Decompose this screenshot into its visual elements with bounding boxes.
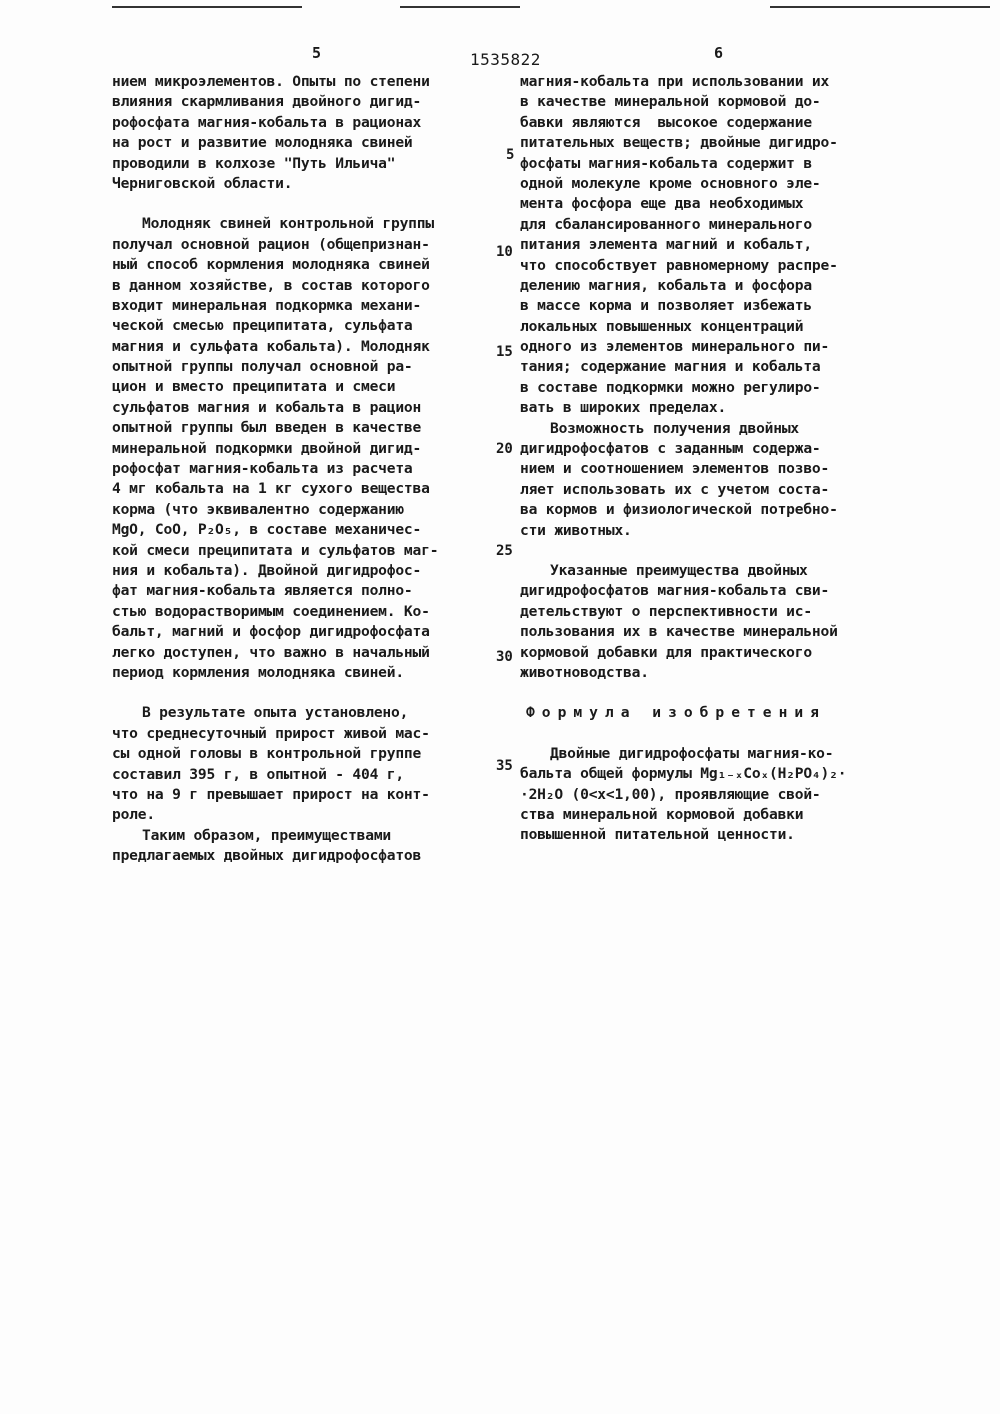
text-line: MgO, CoO, P₂O₅, в составе механичес- — [112, 521, 422, 539]
paragraph-spacer — [112, 683, 498, 703]
text-line: одного из элементов минерального пи- — [520, 338, 830, 356]
patent-number: 1535822 — [470, 50, 541, 69]
text-line: мента фосфора еще два необходимых — [520, 195, 804, 213]
text-line: составил 395 г, в опытной - 404 г, — [112, 765, 404, 783]
text-line: влияния скармливания двойного дигид- — [112, 93, 422, 111]
text-line: проводили в колхозе "Путь Ильича" — [112, 154, 396, 172]
text-line: что на 9 г превышает прирост на конт- — [112, 785, 430, 803]
text-line: стью водорастворимым соединением. Ко- — [112, 602, 430, 620]
text-line: в качестве минеральной кормовой до- — [520, 93, 821, 111]
paragraph-spacer — [112, 194, 498, 214]
text-line: Возможность получения двойных — [550, 419, 799, 437]
text-line: в массе корма и позволяет избежать — [520, 297, 812, 315]
text-line: на рост и развитие молодняка свиней — [112, 134, 413, 152]
text-line: магния-кобальта при использовании их — [520, 73, 830, 90]
section-heading: Формула изобретения — [526, 704, 826, 722]
text-line: пользования их в качестве минеральной — [520, 623, 838, 641]
text-line: сти животных. — [520, 521, 632, 539]
text-line: ния и кобальта). Двойной дигидрофос- — [112, 561, 422, 579]
text-line: Молодняк свиней контрольной группы — [142, 215, 434, 233]
text-line: кой смеси преципитата и сульфатов маг- — [112, 541, 439, 559]
text-line: бальт, магний и фосфор дигидрофосфата — [112, 623, 430, 641]
paragraph-spacer — [520, 683, 910, 703]
text-line: опытной группы получал основной ра- — [112, 358, 413, 376]
text-line: предлагаемых двойных дигидрофосфатов — [112, 847, 422, 865]
text-line: локальных повышенных концентраций — [520, 317, 804, 335]
text-line: в данном хозяйстве, в состав которого — [112, 276, 430, 294]
paragraph-spacer — [520, 541, 910, 561]
page-number-right: 6 — [714, 44, 724, 62]
text-line: одной молекуле кроме основного эле- — [520, 174, 821, 192]
line-number: 30 — [496, 649, 513, 665]
text-line: что способствует равномерному распре- — [520, 256, 838, 274]
line-number: 20 — [496, 441, 513, 457]
text-line: 4 мг кобальта на 1 кг сухого вещества — [112, 480, 430, 498]
text-line: ческой смесью преципитата, сульфата — [112, 317, 413, 335]
top-rule-left — [112, 6, 302, 8]
line-number: 15 — [496, 344, 513, 360]
text-line: что среднесуточный прирост живой мас- — [112, 724, 430, 742]
top-rule-center — [400, 6, 520, 8]
text-line: фосфаты магния-кобальта содержит в — [520, 154, 812, 172]
text-line: детельствуют о перспективности ис- — [520, 602, 812, 620]
text-line: В результате опыта установлено, — [142, 704, 409, 722]
text-line: кормовой добавки для практического — [520, 643, 812, 661]
text-line: цион и вместо преципитата и смеси — [112, 378, 396, 396]
text-line: сы одной головы в контрольной группе — [112, 745, 422, 763]
text-line: ляет использовать их с учетом соста- — [520, 480, 830, 498]
text-line: питания элемента магний и кобальт, — [520, 236, 812, 254]
text-line: магния и сульфата кобальта). Молодняк — [112, 337, 430, 355]
text-line: Указанные преимущества двойных — [550, 561, 808, 579]
text-line: корма (что эквивалентно содержанию — [112, 500, 404, 518]
text-line: Таким образом, преимуществами — [142, 826, 391, 844]
text-line: бавки являются высокое содержание — [520, 113, 812, 131]
text-line: дигидрофосфатов магния-кобальта сви- — [520, 582, 830, 600]
text-line: для сбалансированного минерального — [520, 215, 812, 233]
line-number: 10 — [496, 244, 513, 260]
text-line: в составе подкормки можно регулиро- — [520, 378, 821, 396]
text-line: Черниговской области. — [112, 174, 293, 192]
text-line: ный способ кормления молодняка свиней — [112, 256, 430, 274]
text-line: вать в широких пределах. — [520, 399, 727, 417]
text-line: роле. — [112, 806, 155, 824]
text-line: фат магния-кобальта является полно- — [112, 582, 413, 600]
text-line: период кормления молодняка свиней. — [112, 663, 404, 681]
line-number: 35 — [496, 758, 513, 774]
text-line: бальта общей формулы Mg₁₋ₓCoₓ(H₂PO₄)₂· — [520, 765, 847, 783]
text-line: рофосфат магния-кобальта из расчета — [112, 460, 413, 478]
text-line: ва кормов и физиологической потребно- — [520, 501, 838, 519]
text-line: сульфатов магния и кобальта в рацион — [112, 398, 422, 416]
text-line: входит минеральная подкормка механи- — [112, 296, 422, 314]
text-line: тания; содержание магния и кобальта — [520, 358, 821, 376]
text-line: рофосфата магния-кобальта в рационах — [112, 113, 422, 131]
top-rule-right — [770, 6, 990, 8]
left-column — [112, 72, 498, 866]
text-line: нием микроэлементов. Опыты по степени — [112, 73, 430, 90]
text-line: делению магния, кобальта и фосфора — [520, 276, 812, 294]
text-line: животноводства. — [520, 663, 649, 681]
text-line: повышенной питательной ценности. — [520, 826, 795, 844]
text-line: опытной группы был введен в качестве — [112, 419, 422, 437]
text-line: ства минеральной кормовой добавки — [520, 805, 804, 823]
paragraph-spacer — [520, 724, 910, 744]
text-line: питательных веществ; двойные дигидро- — [520, 134, 838, 152]
page-number-left: 5 — [312, 44, 322, 62]
text-line: минеральной подкормки двойной дигид- — [112, 439, 422, 457]
right-column — [520, 72, 910, 846]
text-line: Двойные дигидрофосфаты магния-ко- — [550, 744, 834, 762]
line-number: 25 — [496, 543, 513, 559]
text-line: легко доступен, что важно в начальный — [112, 643, 430, 661]
text-line: нием и соотношением элементов позво- — [520, 460, 830, 478]
line-number: 5 — [506, 147, 515, 163]
text-line: ·2H₂O (0<x<1,00), проявляющие свой- — [520, 785, 821, 803]
text-line: получал основной рацион (общепризнан- — [112, 235, 430, 253]
text-line: дигидрофосфатов с заданным содержа- — [520, 440, 821, 458]
